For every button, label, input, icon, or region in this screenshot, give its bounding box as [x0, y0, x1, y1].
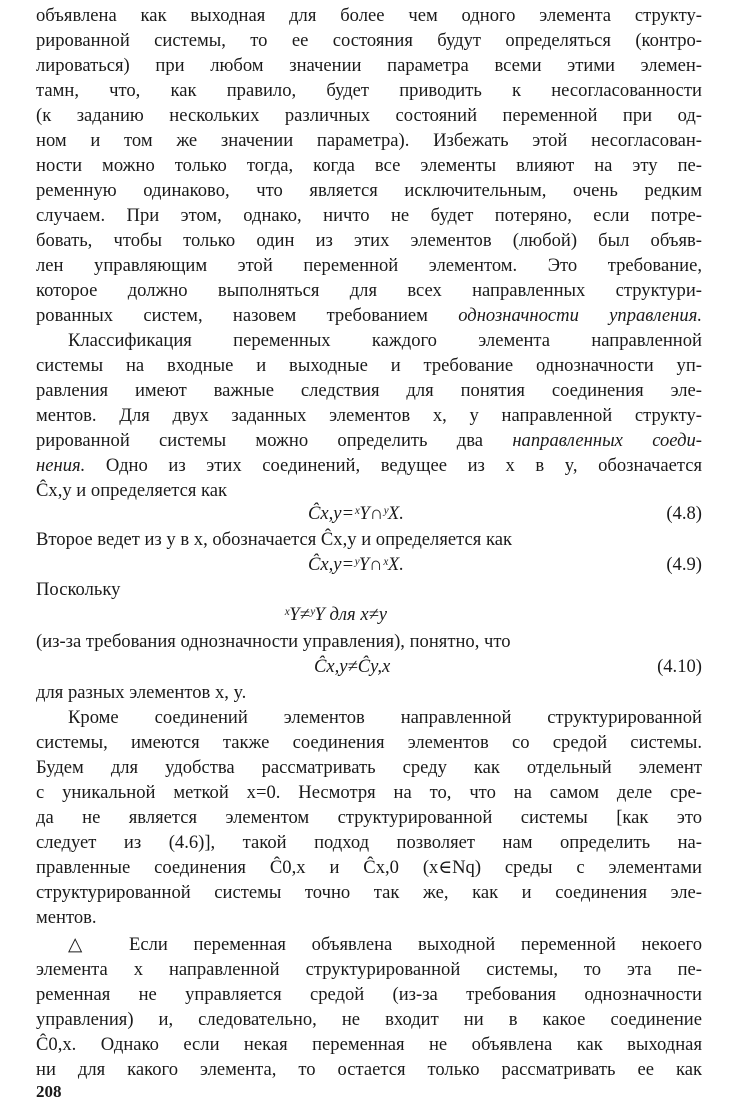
text-line: ментов. — [36, 907, 97, 928]
text-line: Классификация переменных каждого элемента направленной — [68, 330, 702, 351]
text-line: следует из (4.6)], такой подход позволяет нам определить на- — [36, 832, 702, 853]
term-italic: направленных соеди- — [512, 430, 702, 451]
text-line: рированной системы можно определить два направленных соеди- — [36, 430, 702, 451]
text-line: правленные соединения Ĉ0,x и Ĉx,0 (x∈Nq) среды с элементами — [36, 857, 702, 878]
text-line: элемента x направленной структурированной системы, то эта пе- — [36, 959, 702, 980]
term-italic: нения. — [36, 455, 86, 476]
text-line: случаем. При этом, однако, ничто не будет потеряно, если потре- — [36, 205, 702, 226]
text-line: лироваться) при любом значении параметра всеми этими элемен- — [36, 55, 702, 76]
text-line: Ĉx,y и определяется как — [36, 480, 228, 501]
text-line: Поскольку — [36, 579, 121, 600]
term-italic: однозначности управления. — [458, 305, 702, 326]
text-line: с уникальной меткой x=0. Несмотря на то, что на самом деле сре- — [36, 782, 702, 803]
equation: Ĉx,y≠Ĉy,x — [314, 656, 391, 677]
text-line: для разных элементов x, y. — [36, 682, 247, 703]
text-line: да не является элементом структурированной системы [как это — [36, 807, 702, 828]
text-line: системы, имеются также соединения элементов со средой системы. — [36, 732, 702, 753]
text-line: рированной системы, то ее состояния будут определяться (контро- — [36, 30, 702, 51]
text-line: Ĉ0,x. Однако если некая переменная не объявлена как выходная — [36, 1034, 702, 1055]
equation-number: (4.10) — [657, 656, 702, 677]
text-line: ном и том же значении параметра). Избежать этой несогласован- — [36, 130, 702, 151]
text-line: (из-за требования однозначности управления), понятно, что — [36, 631, 511, 652]
text-line: Второе ведет из y в x, обозначается Ĉx,y и определяется как — [36, 529, 512, 550]
equation: ˣY≠ʸY для x≠y — [284, 604, 388, 625]
text-line: равления имеют важные следствия для понятия соединения эле- — [36, 380, 702, 401]
text-line: Будем для удобства рассматривать среду как отдельный элемент — [36, 757, 702, 778]
equation-number: (4.8) — [666, 503, 702, 524]
text-line: нения. Одно из этих соединений, ведущее из x в y, обозначается — [36, 455, 702, 476]
text-line: ности можно только тогда, когда все элементы влияют на эту пе- — [36, 155, 702, 176]
equation: Ĉx,y=ʸY∩ˣX. — [308, 554, 404, 575]
text-line: рованных систем, назовем требованием однозначности управления. — [36, 305, 702, 326]
text-line: тамн, что, как правило, будет приводить к несогласованности — [36, 80, 702, 101]
text-line: объявлена как выходная для более чем одного элемента структу- — [36, 5, 702, 26]
text-line: (к заданию нескольких различных состояний переменной при од- — [36, 105, 702, 126]
text-line: ременная не управляется средой (из-за требования однозначности — [36, 984, 702, 1005]
text-line: ни для какого элемента, то остается только рассматривать ее как — [36, 1059, 702, 1080]
equation-number: (4.9) — [666, 554, 702, 575]
page-number: 208 — [36, 1082, 62, 1101]
text-line: △ Если переменная объявлена выходной переменной некоего — [68, 934, 702, 955]
text-line: ментов. Для двух заданных элементов x, y направленной структу- — [36, 405, 702, 426]
text-line: бовать, чтобы только один из этих элементов (любой) был объяв- — [36, 230, 702, 251]
text-line: управления) и, следовательно, не входит ни в какое соединение — [36, 1009, 702, 1030]
text-line: Кроме соединений элементов направленной структурированной — [68, 707, 702, 728]
text-line: лен управляющим этой переменной элементом. Это требование, — [36, 255, 702, 276]
text-line: ременную одинаково, что является исключительным, очень редким — [36, 180, 702, 201]
text-line: системы на входные и выходные и требование однозначности уп- — [36, 355, 702, 376]
equation: Ĉx,y=ˣY∩ʸX. — [308, 503, 404, 524]
text-line: структурированной системы точно так же, как и соединения эле- — [36, 882, 702, 903]
text-line: которое должно выполняться для всех направленных структури- — [36, 280, 702, 301]
